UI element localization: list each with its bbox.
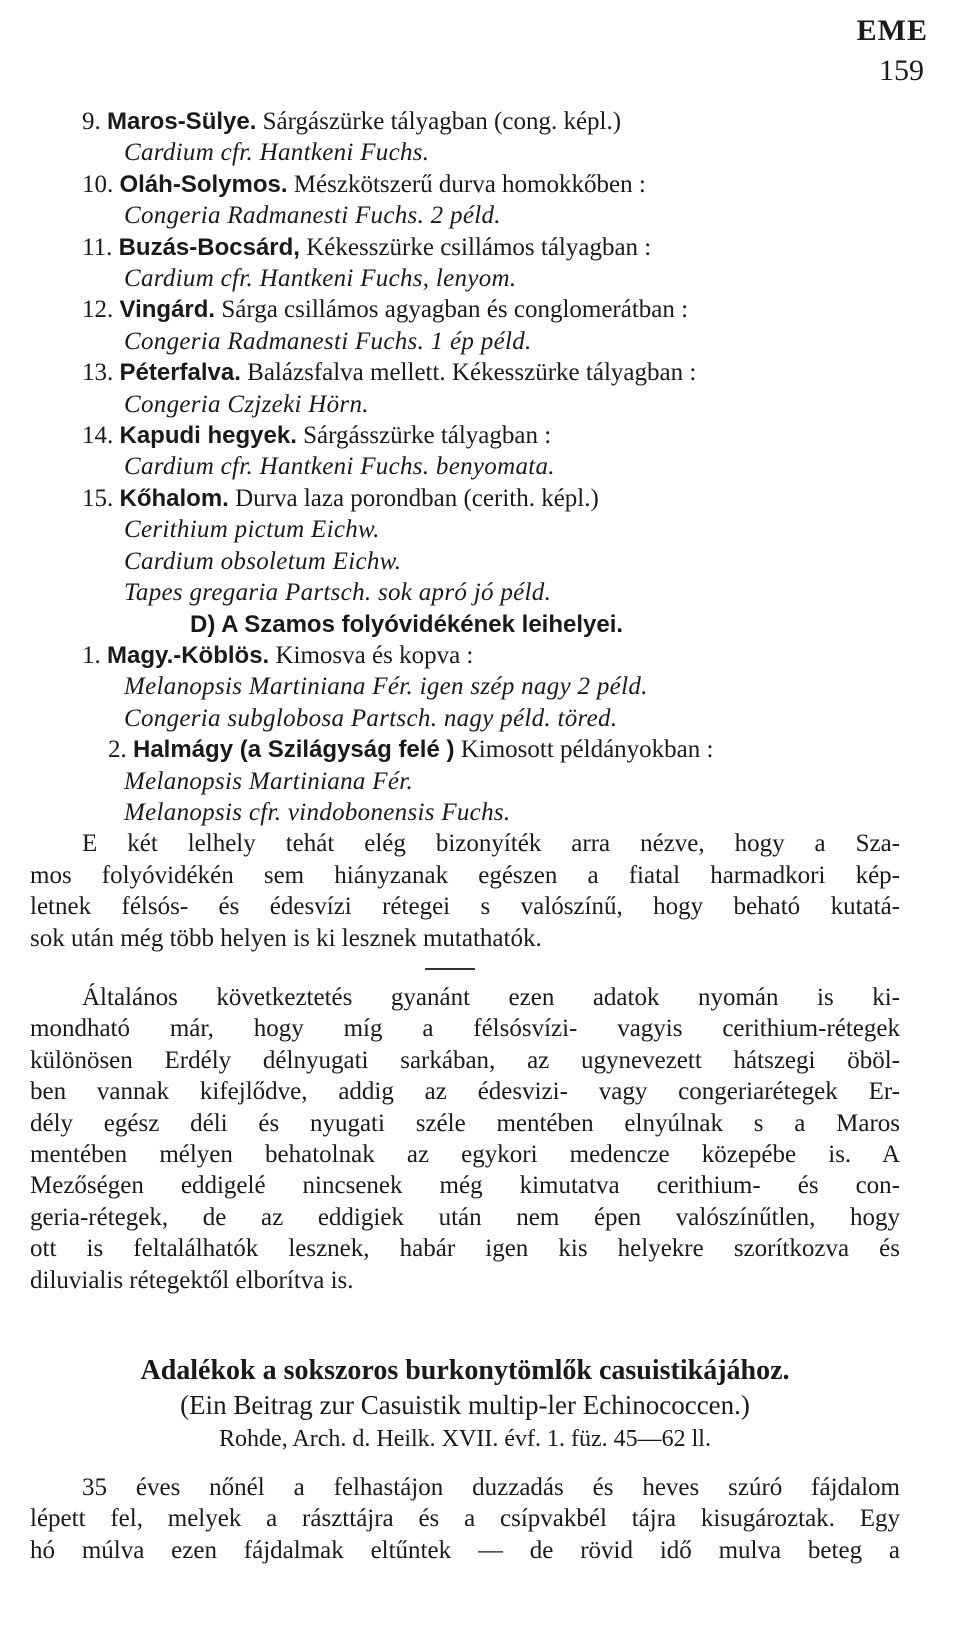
article-subtitle: (Ein Beitrag zur Casuistik multip-ler Echinococcen.) bbox=[180, 1390, 750, 1421]
text-line: sok után még több helyen is ki lesznek mutathatók. bbox=[30, 924, 542, 952]
species-name: Cardium obsoletum Eichw. bbox=[124, 547, 402, 575]
species-name: Congeria Radmanesti Fuchs. 2 péld. bbox=[124, 202, 501, 230]
text-line: hó múlva ezen fájdalmak eltűntek — de rövid idő mulva beteg a bbox=[30, 1536, 900, 1564]
spacer bbox=[30, 1456, 900, 1472]
locality-name: Buzás-Bocsárd, bbox=[118, 233, 300, 261]
text-line: Általános következtetés gyanánt ezen adatok nyomán is ki- bbox=[82, 983, 900, 1011]
item-description: Kimosva és kopva : bbox=[275, 641, 474, 669]
paragraph-summary bbox=[30, 828, 900, 954]
species-name: Congeria Czjzeki Hörn. bbox=[124, 390, 369, 418]
text-line: diluvialis rétegektől elborítva is. bbox=[30, 1266, 354, 1294]
list-item bbox=[30, 734, 900, 765]
list-item bbox=[30, 357, 900, 388]
text-line: lépett fel, melyek a rászttájra és a csípvakbél tájra kisugároztak. Egy bbox=[30, 1505, 900, 1533]
item-number: 12. bbox=[82, 296, 114, 324]
species-name: Melanopsis cfr. vindobonensis Fuchs. bbox=[124, 798, 511, 826]
list-item bbox=[30, 640, 900, 671]
section-heading: D) A Szamos folyóvidékének leihelyei. bbox=[190, 610, 624, 638]
species-line bbox=[30, 546, 900, 577]
text-line: letnek félsós- és édesvízi rétegei s valószínű, hogy beható kutatá- bbox=[30, 893, 900, 921]
list-item bbox=[30, 294, 900, 325]
species-name: Cardium cfr. Hantkeni Fuchs. benyomata. bbox=[124, 453, 555, 481]
species-line bbox=[30, 577, 900, 608]
text-line: geria-rétegek, de az eddigiek után nem épen valószínűtlen, hogy bbox=[30, 1203, 900, 1231]
item-description: Sárga csillámos agyagban és conglomerátban : bbox=[221, 296, 689, 324]
text-line: E két lelhely tehát elég bizonyíték arra nézve, hogy a Sza- bbox=[82, 830, 900, 858]
item-description: Kékesszürke csillámos tályagban : bbox=[306, 233, 652, 261]
species-name: Melanopsis Martiniana Fér. bbox=[124, 767, 414, 795]
species-line bbox=[30, 451, 900, 482]
text-line: különösen Erdély délnyugati sarkában, az ugynevezett hátszegi öböl- bbox=[30, 1046, 900, 1074]
page-content bbox=[30, 106, 900, 1566]
locality-name: Halmágy (a Szilágyság felé ) bbox=[133, 736, 455, 764]
species-name: Congeria Radmanesti Fuchs. 1 ép péld. bbox=[124, 327, 532, 355]
locality-name: Kőhalom. bbox=[119, 484, 229, 512]
publisher-mark: EME bbox=[856, 14, 928, 47]
item-number: 10. bbox=[82, 170, 114, 198]
item-description: Sárgászürke tályagban (cong. képl.) bbox=[262, 108, 622, 135]
species-name: Cerithium pictum Eichw. bbox=[124, 516, 380, 544]
species-line bbox=[30, 766, 900, 797]
item-description: Sárgásszürke tályagban : bbox=[303, 422, 552, 450]
locality-name: Magy.-Köblös. bbox=[107, 641, 270, 669]
item-number: 13. bbox=[82, 359, 114, 387]
species-name: Congeria subglobosa Partsch. nagy péld. töred. bbox=[124, 704, 618, 732]
paragraph-conclusion bbox=[30, 982, 900, 1296]
section-divider bbox=[425, 968, 475, 970]
article-body bbox=[30, 1472, 900, 1566]
species-name: Tapes gregaria Partsch. sok apró jó péld. bbox=[124, 579, 552, 607]
species-line bbox=[30, 514, 900, 545]
text-line: dély egész déli és nyugati széle mentében elnyúlnak s a Maros bbox=[30, 1109, 900, 1137]
species-name: Melanopsis Martiniana Fér. igen szép nagy 2 péld. bbox=[124, 673, 648, 701]
text-line: mentében mélyen behatolnak az egykori medencze közepébe is. A bbox=[30, 1141, 900, 1168]
article-header bbox=[30, 1354, 900, 1456]
spacer bbox=[30, 1296, 900, 1354]
species-name: Cardium cfr. Hantkeni Fuchs. bbox=[124, 139, 430, 167]
species-line bbox=[30, 137, 900, 168]
text-line: Mezőségen eddigelé nincsenek még kimutatva cerithium- és con- bbox=[30, 1172, 900, 1200]
list-item bbox=[30, 420, 900, 451]
locality-name: Oláh-Solymos. bbox=[119, 170, 288, 198]
list-item bbox=[30, 106, 900, 137]
item-number: 14. bbox=[82, 422, 114, 450]
article-title: Adalékok a sokszoros burkonytömlők casuistikájához. bbox=[140, 1355, 790, 1387]
item-description: Durva laza porondban (cerith. képl.) bbox=[235, 484, 599, 512]
text-line: ben vannak kifejlődve, addig az édesvizi- vagy congeriarétegek Er- bbox=[30, 1078, 900, 1106]
page-number: 159 bbox=[879, 54, 924, 87]
item-description: Kimosott példányokban : bbox=[460, 736, 714, 764]
species-line bbox=[30, 703, 900, 734]
locality-name: Vingárd. bbox=[119, 296, 216, 324]
list-item bbox=[30, 232, 900, 263]
species-line bbox=[30, 263, 900, 294]
text-line: mondható már, hogy míg a félsósvízi- vagyis cerithium-rétegek bbox=[30, 1015, 900, 1043]
item-number: 2. bbox=[108, 736, 127, 764]
species-name: Cardium cfr. Hantkeni Fuchs, lenyom. bbox=[124, 265, 517, 293]
item-number: 15. bbox=[82, 484, 114, 512]
species-line bbox=[30, 389, 900, 420]
item-number: 1. bbox=[82, 641, 101, 669]
list-item bbox=[30, 483, 900, 514]
locality-list bbox=[30, 106, 900, 828]
locality-name: Péterfalva. bbox=[119, 359, 241, 387]
item-description: Mészkötszerű durva homokkőben : bbox=[293, 170, 646, 198]
locality-name: Maros-Sülye. bbox=[107, 108, 257, 135]
item-number: 9. bbox=[82, 108, 101, 135]
list-item bbox=[30, 169, 900, 200]
text-line: 35 éves nőnél a felhastájon duzzadás és heves szúró fájdalom bbox=[82, 1474, 900, 1502]
species-line bbox=[30, 326, 900, 357]
text-line: mos folyóvidékén sem hiányzanak egészen a fiatal harmadkori kép- bbox=[30, 861, 900, 889]
item-description: Balázsfalva mellett. Kékesszürke tályagban : bbox=[247, 359, 697, 387]
species-line bbox=[30, 797, 900, 828]
text-line: ott is feltalálhatók lesznek, habár igen kis helyekre szorítkozva és bbox=[30, 1235, 900, 1263]
item-number: 11. bbox=[82, 233, 113, 261]
article-reference: Rohde, Arch. d. Heilk. XVII. évf. 1. füz. 45—62 ll. bbox=[219, 1426, 711, 1453]
species-line bbox=[30, 200, 900, 231]
locality-name: Kapudi hegyek. bbox=[119, 422, 297, 450]
species-line bbox=[30, 671, 900, 702]
